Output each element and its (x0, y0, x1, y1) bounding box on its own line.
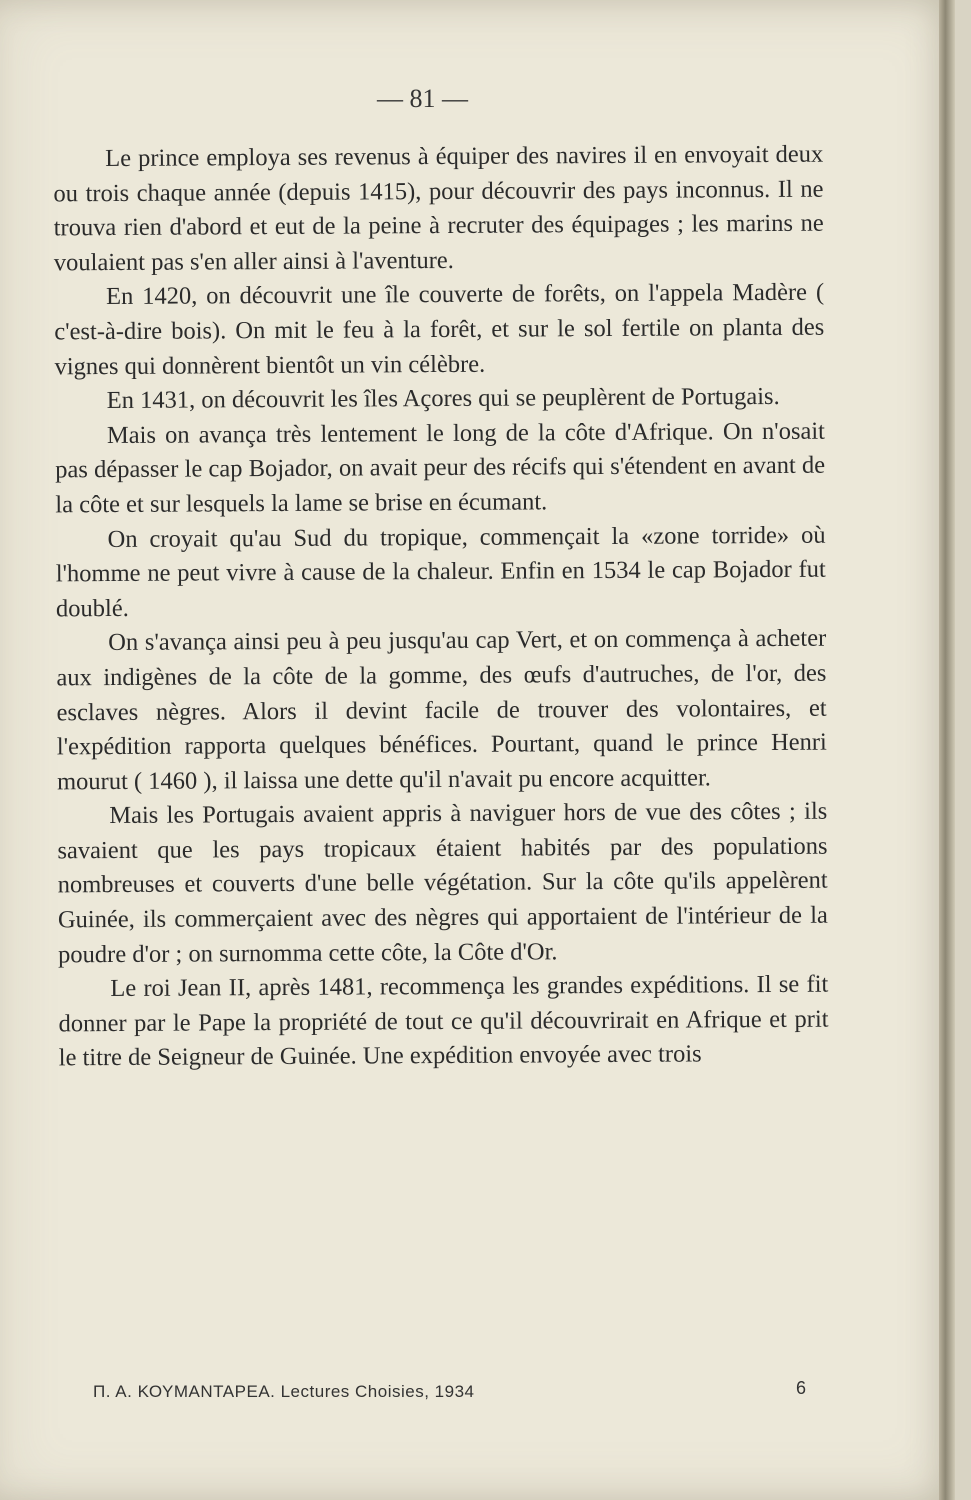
paragraph: Mais on avança très lentement le long de la côte d'Afrique. On n'osait pas dépasser le cap Bojador, on avait peur des récifs qui s'étendent en avant de la côte et sur lesquels la lame se brise en écumant. (55, 417, 826, 519)
signature-mark: 6 (796, 1378, 807, 1398)
body-text (53, 138, 829, 1077)
paragraph: Le prince employa ses revenus à équiper des navires il en envoyait deux ou trois chaque année (depuis 1415), pour découvrir des pays inconnus. Il ne trouva rien d'abord et eut de la peine à recruter des équipages ; les marins ne voulaient pas s'en aller ainsi à l'aventure. (53, 140, 824, 277)
paragraph: En 1420, on découvrit une île couverte de forêts, on l'appela Madère ( c'est-à-dire bois). On mit le feu à la forêt, et sur le sol fertile on planta des vignes qui donnèrent bientôt un vin célèbre. (54, 279, 825, 380)
paragraph: Mais les Portugais avaient appris à naviguer hors de vue des côtes ; ils savaient que les pays tropicaux étaient habités par des populations nombreuses et couverts d'une belle végétation. Sur la côte qu'ils appelèrent Guinée, ils commerçaient avec des nègres qui apportaient de l'intérieur de la poudre d'or ; on surnomma cette côte, la Côte d'Or. (57, 797, 828, 969)
paragraph: On croyait qu'au Sud du tropique, commençait la «zone torride» où l'homme ne peut vivre à cause de la chaleur. Enfin en 1534 le cap Bojador fut doublé. (55, 521, 826, 623)
footer-citation: Π. Α. ΚΟΥΜΑΝΤΑΡΕΑ. Lectures Choisies, 1934 (93, 1382, 475, 1401)
page-edge (939, 0, 955, 1500)
page-footer (0, 1378, 971, 1412)
paragraph: On s'avança ainsi peu à peu jusqu'au cap Vert, et on commença à acheter aux indigènes de la côte de la gomme, des œufs d'autruches, de l'or, des esclaves nègres. Alors il devint facile de trouver des volontaires, et l'expédition rapporta quelques bénéfices. Pourtant, quand le prince Henri mourut ( 1460 ), il laissa une dette qu'il n'avait pu encore acquitter. (56, 624, 827, 796)
page-number: — 81 — (377, 84, 468, 113)
paragraph: Le roi Jean II, après 1481, recommença les grandes expéditions. Il se fit donner par le Pape la propriété de tout ce qu'il découvrirait en Afrique et prit le titre de Seigneur de Guinée. Une expédition envoyée avec trois (58, 970, 829, 1072)
paragraph: En 1431, on découvrit les îles Açores qui se peuplèrent de Portugais. (106, 383, 780, 415)
